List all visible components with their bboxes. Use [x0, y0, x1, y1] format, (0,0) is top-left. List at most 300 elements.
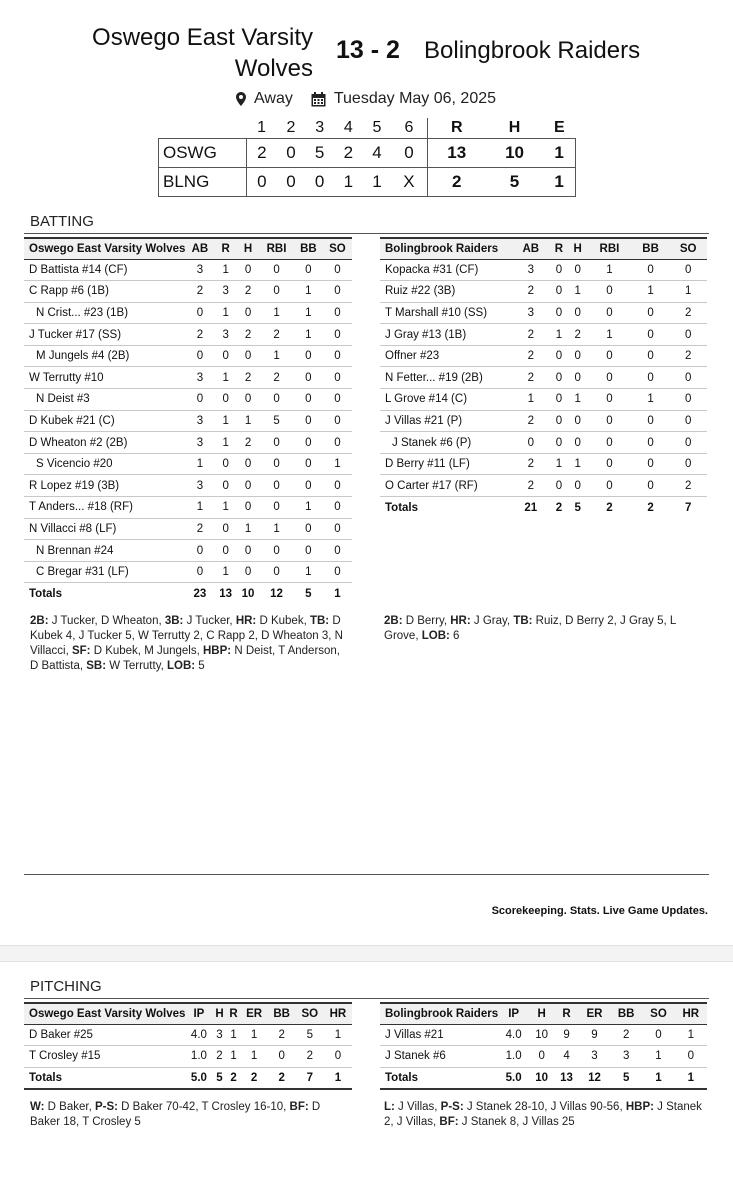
- stat-hr: 0: [675, 1046, 707, 1068]
- total-hr: 1: [324, 1067, 352, 1089]
- table-row: [24, 302, 352, 324]
- stat-so: 0: [323, 410, 352, 432]
- table-row: [24, 453, 352, 475]
- stat-r: 1: [214, 259, 236, 281]
- table-row: [24, 324, 352, 346]
- total-ab: 21: [512, 497, 550, 519]
- stat-bb: 0: [294, 432, 323, 454]
- note-text: D Baker 18, T Crosley 5: [30, 1101, 321, 1128]
- team-header: Oswego East Varsity Wolves: [24, 1003, 185, 1024]
- column-header-ab: AB: [512, 238, 550, 259]
- player-name: N Brennan #24: [24, 540, 185, 562]
- note-label: SF:: [71, 645, 91, 657]
- table-row: [380, 1046, 707, 1068]
- note-text: D Baker,: [44, 1101, 95, 1113]
- stat-h: 0: [568, 345, 587, 367]
- stat-bb: 1: [632, 389, 670, 411]
- line-score-col-4: 4: [343, 118, 353, 136]
- stat-bb: 0: [268, 1046, 296, 1068]
- total-r: 2: [227, 1067, 241, 1089]
- stat-h: 0: [568, 410, 587, 432]
- stat-r: 0: [550, 410, 569, 432]
- note-text: J Tucker, D Wheaton,: [48, 615, 165, 627]
- stat-ab: 1: [185, 453, 214, 475]
- table-row: [24, 281, 352, 303]
- table-row: [24, 561, 352, 583]
- total-hr: 1: [675, 1067, 707, 1089]
- total-er: 2: [241, 1067, 268, 1089]
- stat-h: 10: [529, 1024, 554, 1046]
- page-separator: [0, 945, 733, 962]
- player-name: D Kubek #21 (C): [24, 410, 185, 432]
- stat-bb: 2: [268, 1024, 296, 1046]
- column-header-bb: BB: [632, 238, 670, 259]
- stat-bb: 1: [294, 281, 323, 303]
- away-batting-notes: [384, 614, 708, 644]
- stat-er: 1: [241, 1024, 268, 1046]
- total-ip: 5.0: [498, 1067, 529, 1089]
- stat-r: 0: [550, 432, 569, 454]
- player-name: T Anders... #18 (RF): [24, 497, 185, 519]
- column-header-ab: AB: [185, 238, 214, 259]
- stat-rbi: 0: [259, 453, 294, 475]
- note-label: W:: [30, 1101, 45, 1113]
- player-name: D Wheaton #2 (2B): [24, 432, 185, 454]
- player-name: L Grove #14 (C): [380, 389, 512, 411]
- table-body: [24, 1024, 352, 1089]
- pitching-divider: [24, 998, 709, 999]
- stat-h: 3: [212, 1024, 226, 1046]
- stat-so: 0: [669, 259, 707, 281]
- stat-bb: 1: [294, 561, 323, 583]
- player-name: D Berry #11 (LF): [380, 453, 512, 475]
- line-score-col-h: H: [508, 118, 521, 136]
- note-label: HR:: [450, 615, 471, 627]
- table-header-row: [380, 1003, 707, 1024]
- home-batting-notes: [30, 614, 350, 674]
- column-header-h: H: [212, 1003, 226, 1024]
- column-header-so: SO: [669, 238, 707, 259]
- stat-bb: 1: [632, 281, 670, 303]
- stat-h: 2: [237, 367, 259, 389]
- stat-rbi: 0: [259, 432, 294, 454]
- stat-er: 3: [579, 1046, 610, 1068]
- stat-r: 1: [214, 432, 236, 454]
- stat-r: 0: [214, 389, 236, 411]
- stat-so: 0: [323, 518, 352, 540]
- stat-so: 0: [669, 453, 707, 475]
- stat-so: 0: [323, 281, 352, 303]
- stat-h: 2: [237, 432, 259, 454]
- stat-ab: 1: [185, 497, 214, 519]
- table-row: [380, 1024, 707, 1046]
- stat-r: 0: [214, 540, 236, 562]
- player-name: W Terrutty #10: [24, 367, 185, 389]
- stat-bb: 0: [632, 302, 670, 324]
- line-score-col-3: 3: [315, 118, 325, 136]
- final-score: 13 - 2: [336, 36, 400, 64]
- line-score-col-1: 1: [257, 118, 267, 136]
- totals-row: [24, 1067, 352, 1089]
- player-name: Ruiz #22 (3B): [380, 281, 512, 303]
- stat-h: 2: [237, 281, 259, 303]
- stat-ab: 1: [512, 389, 550, 411]
- stat-ab: 3: [185, 259, 214, 281]
- inning-runs: 2: [334, 138, 363, 167]
- away-team-name: Bolingbrook Raiders: [424, 37, 641, 64]
- stat-h: 1: [568, 389, 587, 411]
- team-header: Oswego East Varsity Wolves: [24, 238, 185, 259]
- player-name: J Villas #21 (P): [380, 410, 512, 432]
- stat-r: 1: [214, 497, 236, 519]
- stat-so: 0: [323, 475, 352, 497]
- stat-h: 0: [568, 432, 587, 454]
- stat-h: 0: [237, 345, 259, 367]
- total-bb: 5: [610, 1067, 642, 1089]
- table-row: [24, 367, 352, 389]
- stat-ab: 2: [185, 281, 214, 303]
- column-header-h: H: [529, 1003, 554, 1024]
- stat-r: 1: [214, 367, 236, 389]
- stat-bb: 0: [294, 389, 323, 411]
- table-row: [24, 518, 352, 540]
- stat-ab: 0: [185, 345, 214, 367]
- stat-bb: 1: [294, 302, 323, 324]
- player-name: N Villacci #8 (LF): [24, 518, 185, 540]
- stat-bb: 0: [632, 367, 670, 389]
- stat-er: 9: [579, 1024, 610, 1046]
- stat-ip: 1.0: [498, 1046, 529, 1068]
- line-score-team: BLNG: [159, 167, 247, 196]
- stat-h: 0: [237, 497, 259, 519]
- note-text: J Villas,: [394, 1101, 441, 1113]
- player-name: N Fetter... #19 (2B): [380, 367, 512, 389]
- totals-label: Totals: [380, 1067, 498, 1089]
- line-score-header: [159, 118, 576, 138]
- stat-r: 0: [550, 389, 569, 411]
- stat-ab: 3: [512, 302, 550, 324]
- column-header-h: H: [237, 238, 259, 259]
- stat-rbi: 0: [259, 561, 294, 583]
- line-score-col-e: E: [554, 118, 565, 136]
- player-name: J Gray #13 (1B): [380, 324, 512, 346]
- player-name: N Deist #3: [24, 389, 185, 411]
- stat-so: 0: [669, 432, 707, 454]
- batting-divider: [24, 233, 709, 234]
- stat-so: 0: [323, 497, 352, 519]
- stat-ab: 2: [512, 453, 550, 475]
- stat-so: 2: [669, 475, 707, 497]
- stat-rbi: 2: [259, 324, 294, 346]
- stat-rbi: 0: [587, 281, 632, 303]
- table-row: [380, 432, 707, 454]
- away-pitching-table: [380, 1002, 707, 1090]
- total-so: 1: [642, 1067, 674, 1089]
- column-header-bb: BB: [294, 238, 323, 259]
- stat-ab: 2: [512, 367, 550, 389]
- total-h: 10: [529, 1067, 554, 1089]
- player-name: J Tucker #17 (SS): [24, 324, 185, 346]
- note-label: P-S:: [440, 1101, 464, 1113]
- stat-h: 0: [237, 302, 259, 324]
- note-label: TB:: [309, 615, 330, 627]
- table-row: [24, 1024, 352, 1046]
- totals-label: Totals: [24, 583, 185, 605]
- note-label: 2B:: [30, 615, 49, 627]
- stat-r: 0: [214, 475, 236, 497]
- stat-so: 0: [642, 1024, 674, 1046]
- batting-section-title: BATTING: [30, 213, 94, 230]
- stat-bb: 0: [294, 259, 323, 281]
- total-r: 2: [550, 497, 569, 519]
- inning-runs: 0: [391, 138, 427, 167]
- player-name: N Crist... #23 (1B): [24, 302, 185, 324]
- stat-bb: 0: [294, 345, 323, 367]
- table-row: [24, 259, 352, 281]
- total-h: 5: [568, 497, 587, 519]
- location-text: Away: [254, 90, 293, 107]
- team-header: Bolingbrook Raiders: [380, 1003, 498, 1024]
- stat-rbi: 1: [259, 345, 294, 367]
- stat-bb: 0: [294, 410, 323, 432]
- stat-rbi: 0: [587, 453, 632, 475]
- stat-rbi: 0: [587, 432, 632, 454]
- note-text: D Berry,: [402, 615, 451, 627]
- inning-runs: 5: [305, 138, 334, 167]
- player-name: J Stanek #6 (P): [380, 432, 512, 454]
- stat-h: 0: [237, 561, 259, 583]
- stat-ab: 0: [185, 561, 214, 583]
- player-name: C Rapp #6 (1B): [24, 281, 185, 303]
- stat-r: 0: [550, 259, 569, 281]
- stat-so: 0: [669, 410, 707, 432]
- stat-ab: 2: [512, 410, 550, 432]
- table-header: [24, 238, 352, 259]
- table-row: [380, 453, 707, 475]
- stat-so: 0: [323, 345, 352, 367]
- stat-r: 4: [554, 1046, 579, 1068]
- line-score-team: OSWG: [159, 138, 247, 167]
- stat-rbi: 0: [587, 345, 632, 367]
- stat-so: 2: [669, 302, 707, 324]
- stat-ab: 0: [512, 432, 550, 454]
- stat-ab: 3: [185, 410, 214, 432]
- stat-rbi: 1: [259, 302, 294, 324]
- stat-h: 0: [237, 475, 259, 497]
- note-label: HBP:: [203, 645, 232, 657]
- stat-so: 0: [669, 367, 707, 389]
- pitching-section-title: PITCHING: [30, 978, 102, 995]
- table-row: [24, 475, 352, 497]
- stat-so: 0: [323, 561, 352, 583]
- inning-runs: 0: [247, 167, 277, 196]
- line-score-col-6: 6: [404, 118, 414, 136]
- line-score-col-2: 2: [286, 118, 296, 136]
- stat-so: 0: [323, 389, 352, 411]
- player-name: O Carter #17 (RF): [380, 475, 512, 497]
- stat-r: 1: [214, 561, 236, 583]
- stat-h: 1: [568, 453, 587, 475]
- stat-h: 0: [568, 367, 587, 389]
- stat-so: 2: [296, 1046, 324, 1068]
- home-pitching-table: [24, 1002, 352, 1090]
- stat-bb: 0: [632, 259, 670, 281]
- table-header-row: [24, 238, 352, 259]
- table-body: [380, 259, 707, 518]
- inning-runs: 1: [363, 167, 392, 196]
- stat-so: 1: [642, 1046, 674, 1068]
- column-header-r: R: [214, 238, 236, 259]
- home-pitching-notes: [30, 1100, 352, 1130]
- stat-so: 0: [323, 540, 352, 562]
- stat-r: 0: [550, 302, 569, 324]
- player-name: Kopacka #31 (CF): [380, 259, 512, 281]
- stat-rbi: 0: [587, 475, 632, 497]
- table-body: [24, 259, 352, 605]
- stat-r: 3: [214, 324, 236, 346]
- column-header-ip: IP: [185, 1003, 212, 1024]
- game-meta: [236, 90, 496, 108]
- line-score-row: [159, 138, 576, 167]
- player-name: M Jungels #4 (2B): [24, 345, 185, 367]
- stat-rbi: 0: [259, 540, 294, 562]
- column-header-h: H: [568, 238, 587, 259]
- note-text: J Stanek 8, J Villas 25: [458, 1116, 575, 1128]
- line-score-e: 1: [543, 167, 575, 196]
- table-row: [380, 259, 707, 281]
- column-header-er: ER: [579, 1003, 610, 1024]
- column-header-ip: IP: [498, 1003, 529, 1024]
- note-label: BF:: [289, 1101, 309, 1113]
- stat-r: 9: [554, 1024, 579, 1046]
- total-so: 7: [669, 497, 707, 519]
- stat-rbi: 1: [587, 324, 632, 346]
- stat-h: 2: [568, 324, 587, 346]
- note-label: HR:: [235, 615, 257, 627]
- footer-divider: [24, 874, 709, 875]
- note-text: J Tucker,: [183, 615, 236, 627]
- team-header: Bolingbrook Raiders: [380, 238, 512, 259]
- note-text: J Gray,: [470, 615, 514, 627]
- table-row: [24, 410, 352, 432]
- stat-h: 0: [568, 475, 587, 497]
- stat-h: 0: [237, 259, 259, 281]
- stat-h: 0: [568, 302, 587, 324]
- line-score-col-5: 5: [372, 118, 382, 136]
- table-row: [380, 324, 707, 346]
- away-pitching-notes: [384, 1100, 706, 1130]
- note-label: 3B:: [164, 615, 184, 627]
- stat-ab: 0: [185, 540, 214, 562]
- stat-ab: 3: [185, 432, 214, 454]
- stat-ab: 2: [512, 345, 550, 367]
- line-score-h: 10: [486, 138, 543, 167]
- game-date: Tuesday May 06, 2025: [333, 90, 497, 107]
- stat-r: 0: [550, 475, 569, 497]
- line-score-h: 5: [486, 167, 543, 196]
- column-header-er: ER: [241, 1003, 268, 1024]
- stat-ip: 4.0: [185, 1024, 212, 1046]
- stat-r: 0: [214, 453, 236, 475]
- stat-r: 0: [214, 345, 236, 367]
- note-text: N Deist, T Anderson, D Battista,: [30, 645, 341, 672]
- total-r: 13: [554, 1067, 579, 1089]
- stat-hr: 0: [324, 1046, 352, 1068]
- note-text: Ruiz, D Berry 2, J Gray 5, L Grove,: [384, 615, 676, 642]
- stat-h: 2: [212, 1046, 226, 1068]
- line-score-r: 13: [427, 138, 486, 167]
- table-row: [24, 345, 352, 367]
- note-text: D Kubek, M Jungels,: [90, 645, 203, 657]
- stat-h: 2: [237, 324, 259, 346]
- table-header-row: [24, 1003, 352, 1024]
- stat-rbi: 5: [259, 410, 294, 432]
- inning-runs: 4: [363, 138, 392, 167]
- column-header-bb: BB: [610, 1003, 642, 1024]
- column-header-r: R: [227, 1003, 241, 1024]
- player-name: T Marshall #10 (SS): [380, 302, 512, 324]
- stat-ab: 2: [185, 324, 214, 346]
- table-row: [380, 410, 707, 432]
- stat-so: 0: [323, 324, 352, 346]
- table-row: [380, 389, 707, 411]
- stat-ab: 3: [512, 259, 550, 281]
- total-r: 13: [214, 583, 236, 605]
- totals-row: [24, 583, 352, 605]
- stat-r: 1: [214, 410, 236, 432]
- stat-r: 1: [214, 302, 236, 324]
- total-h: 5: [212, 1067, 226, 1089]
- stat-h: 1: [237, 410, 259, 432]
- stat-r: 0: [214, 518, 236, 540]
- stat-bb: 1: [294, 497, 323, 519]
- stat-ab: 2: [185, 518, 214, 540]
- stat-r: 0: [550, 367, 569, 389]
- stat-rbi: 0: [259, 475, 294, 497]
- stat-bb: 3: [610, 1046, 642, 1068]
- total-bb: 2: [268, 1067, 296, 1089]
- stat-ab: 2: [512, 324, 550, 346]
- stat-so: 0: [669, 324, 707, 346]
- total-so: 1: [323, 583, 352, 605]
- total-bb: 5: [294, 583, 323, 605]
- column-header-so: SO: [642, 1003, 674, 1024]
- note-label: L:: [384, 1101, 395, 1113]
- total-bb: 2: [632, 497, 670, 519]
- stat-bb: 2: [610, 1024, 642, 1046]
- total-h: 10: [237, 583, 259, 605]
- footer-tagline: Scorekeeping. Stats. Live Game Updates.: [491, 905, 708, 917]
- total-ip: 5.0: [185, 1067, 212, 1089]
- player-name: R Lopez #19 (3B): [24, 475, 185, 497]
- player-name: C Bregar #31 (LF): [24, 561, 185, 583]
- away-batting-table: [380, 237, 707, 518]
- column-header-hr: HR: [675, 1003, 707, 1024]
- inning-runs: X: [391, 167, 427, 196]
- stat-r: 1: [227, 1024, 241, 1046]
- stat-r: 1: [227, 1046, 241, 1068]
- stat-rbi: 1: [587, 259, 632, 281]
- player-name: Offner #23: [380, 345, 512, 367]
- table-header: [380, 1003, 707, 1024]
- stat-h: 0: [237, 453, 259, 475]
- box-score-page-2: [0, 962, 733, 1200]
- totals-row: [380, 1067, 707, 1089]
- stat-bb: 0: [632, 453, 670, 475]
- table-row: [24, 497, 352, 519]
- home-team-name: Oswego East Varsity Wolves: [92, 24, 313, 82]
- stat-ab: 2: [512, 281, 550, 303]
